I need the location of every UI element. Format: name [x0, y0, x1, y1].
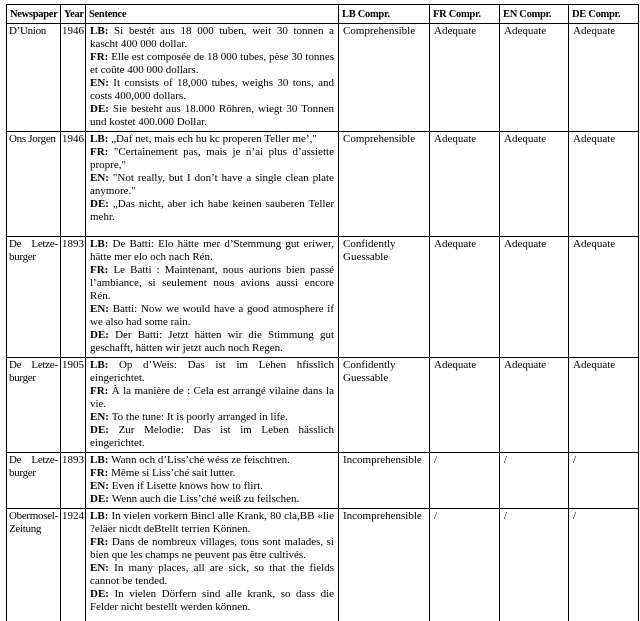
column-header-newspaper: Newspaper — [7, 5, 61, 24]
language-label: DE : — [90, 103, 113, 115]
sentence-segment-de — [90, 424, 334, 450]
lb-compr-cell: Comprehensible — [339, 24, 430, 132]
segment-text: "Certainement pas, mais je n’ai plus d’assiette propre," — [90, 146, 334, 171]
sentence-segment-lb — [90, 359, 334, 385]
en-compr-cell: Adequate — [500, 132, 569, 237]
year-cell: 1946 — [61, 24, 86, 132]
segment-text: Wann och d’Liss’ché wéss ze feischtren. — [111, 454, 290, 466]
column-header-sentence: Sentence — [86, 5, 339, 24]
sentence-segment-en — [90, 172, 334, 198]
segment-text: Même si Liss’ché sait lutter. — [111, 467, 236, 479]
lb-compr-cell: Incomprehensible — [339, 509, 430, 621]
language-label: EN : — [90, 172, 113, 184]
sentence-segment-en — [90, 562, 334, 588]
language-label: DE : — [90, 424, 119, 436]
de-compr-cell: Adequate — [569, 24, 639, 132]
language-label: EN : — [90, 411, 112, 423]
language-label: EN : — [90, 480, 112, 492]
segment-text: Dans de nombreux villages, tous sont malades, si bien que les champs ne peuvent pas être cultivés. — [90, 536, 334, 561]
sentence-segment-en — [90, 480, 334, 493]
fr-compr-cell: Adequate — [430, 358, 500, 453]
sentence-cell — [86, 358, 339, 453]
language-label: FR : — [90, 51, 111, 63]
lb-compr-cell: Incomprehensible — [339, 453, 430, 509]
year-cell: 1893 — [61, 453, 86, 509]
segment-text: Zur Melodie: Das ist im Leben hässlich eingerichtet. — [90, 424, 334, 449]
fr-compr-cell: Adequate — [430, 132, 500, 237]
header-row — [7, 5, 639, 24]
language-label: DE : — [90, 329, 115, 341]
year-cell: 1905 — [61, 358, 86, 453]
fr-compr-cell: Adequate — [430, 237, 500, 358]
sentence-segment-de — [90, 103, 334, 129]
sentence-segment-de — [90, 329, 334, 355]
sentence-segment-fr — [90, 385, 334, 411]
language-label: DE : — [90, 588, 115, 600]
newspaper-cell: De Letzeburger — [7, 453, 61, 509]
segment-text: „Daf net, mais ech hu kc properen Teller me’," — [111, 133, 317, 145]
segment-text: It consists of 18,000 tubes, weighs 30 tons, and costs 400,000 dollars. — [90, 77, 334, 102]
language-label: LB : — [90, 238, 113, 250]
segment-text: Wenn auch die Liss’ché weiß zu feilschen. — [111, 493, 300, 505]
sentence-cell — [86, 132, 339, 237]
newspaper-cell: D’Union — [7, 24, 61, 132]
segment-text: "Not really, but I don’t have a single clean plate anymore." — [90, 172, 334, 197]
sentence-segment-fr — [90, 146, 334, 172]
language-label: EN : — [90, 303, 113, 315]
segment-text: Le Batti : Maintenant, nous aurions bien passé l’ambiance, si seulement nous avions aussi encore Rén. — [90, 264, 334, 302]
table-row — [7, 237, 639, 358]
segment-text: De Batti: Elo hätte mer d’Stemmung gut eriwer, hätte mer elo och nach Rén. — [90, 238, 335, 263]
sentence-segment-lb — [90, 133, 334, 146]
en-compr-cell: / — [500, 453, 569, 509]
sentence-cell — [86, 453, 339, 509]
newspaper-cell: Obermosel-Zeitung — [7, 509, 61, 621]
language-label: LB : — [90, 359, 119, 371]
fr-compr-cell: / — [430, 453, 500, 509]
sentence-cell — [86, 24, 339, 132]
table-row — [7, 24, 639, 132]
year-cell: 1893 — [61, 237, 86, 358]
segment-text: In vielen vorkern Bincl alle Krank, 80 cla,BB «lie ?eläer nicdt deBtellt terrien Können. — [90, 510, 334, 535]
en-compr-cell: / — [500, 509, 569, 621]
language-label: FR : — [90, 264, 113, 276]
newspaper-cell: De Letzeburger — [7, 358, 61, 453]
sentence-segment-fr — [90, 467, 334, 480]
sentence-segment-en — [90, 411, 334, 424]
column-header-en-compr: EN Compr. — [500, 5, 569, 24]
lb-compr-cell: Confidently Guessable — [339, 358, 430, 453]
year-cell: 1924 — [61, 509, 86, 621]
sentence-segment-lb — [90, 25, 334, 51]
language-label: LB : — [90, 454, 111, 466]
segment-text: Sie besteht aus 18.000 Röhren, wiegt 30 Tonnen und kostet 400.000 Dollar. — [90, 103, 334, 128]
sentence-segment-fr — [90, 536, 334, 562]
sentence-segment-en — [90, 303, 334, 329]
segment-text: In vielen Dörfern sind alle krank, so dass die Felder nicht bestellt werden können. — [90, 588, 335, 613]
table-body — [7, 24, 639, 621]
segment-text: Der Batti: Jetzt hätten wir die Stimmung gut geschafft, hätten wir jetzt auch noch Regen. — [90, 329, 335, 354]
language-label: LB : — [90, 133, 111, 145]
segment-text: Batti: Now we would have a good atmosphere if we also had some rain. — [90, 303, 334, 328]
sentence-segment-lb — [90, 238, 334, 264]
language-label: FR : — [90, 467, 111, 479]
newspaper-cell: Ons Jorgen — [7, 132, 61, 237]
sentence-segment-lb — [90, 454, 334, 467]
segment-text: To the tune: It is poorly arranged in life. — [111, 411, 288, 423]
sentence-segment-de — [90, 588, 334, 614]
sentence-segment-lb — [90, 510, 334, 536]
segment-text: À la manière de : Cela est arrangé vilaine dans la vie. — [90, 385, 334, 410]
year-cell: 1946 — [61, 132, 86, 237]
table-row — [7, 509, 639, 621]
language-label: EN : — [90, 562, 114, 574]
sentence-cell — [86, 237, 339, 358]
segment-text: Si bestét aus 18 000 tuben, weit 30 tonnen a kascht 400 000 dollar. — [90, 25, 334, 50]
de-compr-cell: / — [569, 453, 639, 509]
table-header — [7, 5, 639, 24]
en-compr-cell: Adequate — [500, 24, 569, 132]
fr-compr-cell: Adequate — [430, 24, 500, 132]
language-label: EN : — [90, 77, 113, 89]
language-label: FR : — [90, 536, 112, 548]
segment-text: In many places, all are sick, so that the fields cannot be tended. — [90, 562, 334, 587]
sentence-segment-de — [90, 493, 334, 506]
segment-text: Elle est composée de 18 000 tubes, pèse 30 tonnes et coûte 400 000 dollars. — [90, 51, 334, 76]
language-label: DE : — [90, 198, 113, 210]
segment-text: Even if Lisette knows how to flirt. — [111, 480, 263, 492]
segment-text: „Das nicht, aber ich habe keinen sauberen Teller mehr. — [90, 198, 334, 223]
language-label: DE : — [90, 493, 112, 505]
sentence-cell — [86, 509, 339, 621]
column-header-year: Year — [61, 5, 86, 24]
segment-text: Op d’Weis: Das ist im Lehen hfisslich eingerichtet. — [90, 359, 334, 384]
de-compr-cell: Adequate — [569, 358, 639, 453]
en-compr-cell: Adequate — [500, 358, 569, 453]
language-label: FR : — [90, 385, 112, 397]
en-compr-cell: Adequate — [500, 237, 569, 358]
sentence-segment-fr — [90, 51, 334, 77]
language-label: FR : — [90, 146, 114, 158]
newspaper-cell: De Letzeburger — [7, 237, 61, 358]
table-row — [7, 453, 639, 509]
table-row — [7, 358, 639, 453]
language-label: LB : — [90, 25, 114, 37]
de-compr-cell: Adequate — [569, 132, 639, 237]
lb-compr-cell: Confidently Guessable — [339, 237, 430, 358]
de-compr-cell: Adequate — [569, 237, 639, 358]
column-header-de-compr: DE Compr. — [569, 5, 639, 24]
fr-compr-cell: / — [430, 509, 500, 621]
sentence-segment-fr — [90, 264, 334, 303]
sentence-segment-en — [90, 77, 334, 103]
de-compr-cell: / — [569, 509, 639, 621]
column-header-fr-compr: FR Compr. — [430, 5, 500, 24]
sentence-segment-de — [90, 198, 334, 224]
table-row — [7, 132, 639, 237]
lb-compr-cell: Comprehensible — [339, 132, 430, 237]
language-label: LB : — [90, 510, 111, 522]
column-header-lb-compr: LB Compr. — [339, 5, 430, 24]
sentence-comprehensibility-table — [6, 4, 639, 621]
